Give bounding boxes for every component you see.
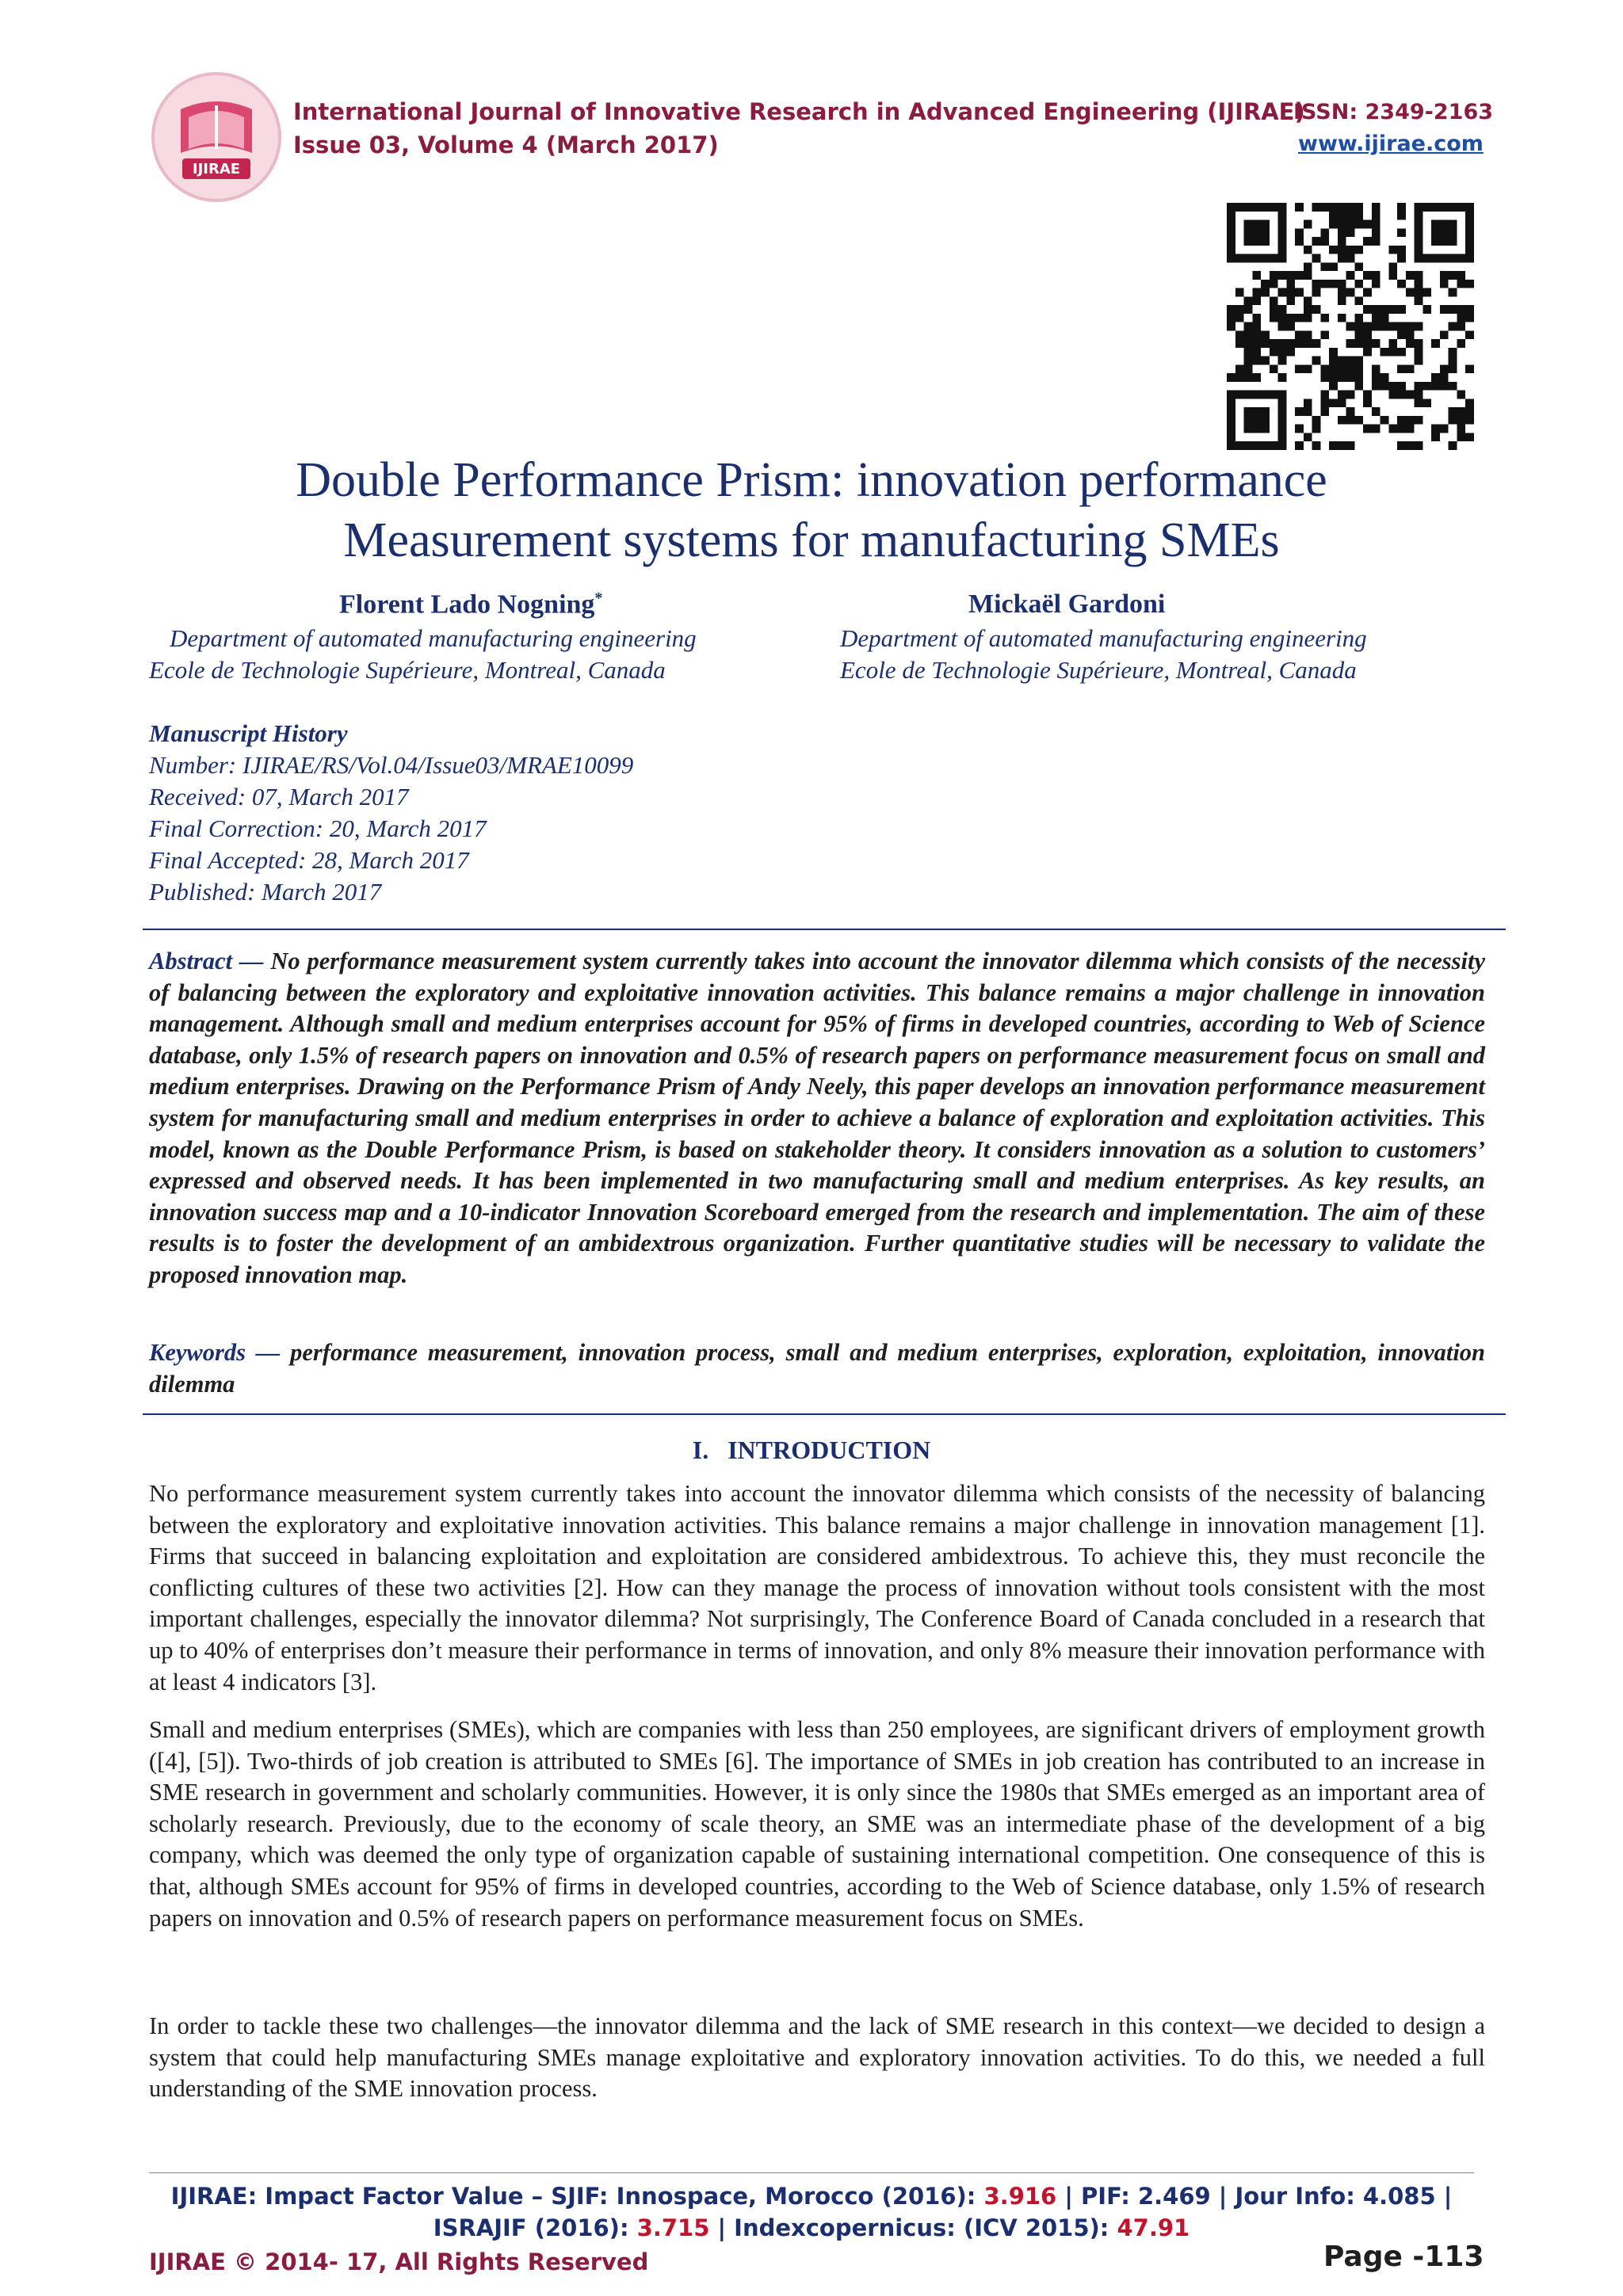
abstract-text: No performance measurement system currently takes into account the innovator dilemma which consists of the necessity of balancing between the exploratory and exploitative innovation activities. This balance remains a major challenge in innovation management. Although small and medium enterprises account for 95% of firms in developed countries, according to Web of Science database, only 1.5% of research papers on innovation and 0.5% of research papers on performance measurement focus on small and medium enterprises. Drawing on the Performance Prism of Andy Neely, this paper develops an innovation performance measurement system for manufacturing small and medium enterprises in order to achieve a balance of exploration and exploitation activities. This model, known as the Double Performance Prism, is based on stakeholder theory. It considers innovation as a solution to customers’ expressed and observed needs. It has been implemented in two manufacturing small and medium enterprises. As key results, an innovation success map and a 10-indicator Innovation Scoreboard emerged from the research and implementation. The aim of these results is to foster the development of an ambidextrous organization. Further quantitative studies will be necessary to validate the proposed innovation map. [149,948,1486,1288]
footer-impact-info [0,2180,1623,2244]
issn: ISSN: 2349-2163 [1293,100,1494,124]
manuscript-history [149,718,633,908]
keywords-text: performance measurement, innovation process, small and medium enterprises, exploration, exploitation, innovation dilemma [149,1339,1486,1398]
author-1-mark: * [594,589,603,607]
journal-url-link[interactable]: www.ijirae.com [1298,132,1484,156]
footer-copyright: IJIRAE © 2014- 17, All Rights Reserved [149,2248,649,2275]
paper-title-line-2: Measurement systems for manufacturing SMEs [343,513,1280,567]
keywords-label: Keywords — [149,1339,281,1366]
logo-text: IJIRAE [192,161,241,177]
issue-info: Issue 03, Volume 4 (March 2017) [293,132,719,158]
journal-logo [149,70,284,204]
author-1-name: Florent Lado Nogning* [339,589,603,620]
footer-line-1: IJIRAE: Impact Factor Value – SJIF: Innospace, Morocco (2016): 3.916 | PIF: 2.469 | Jour Info: 4.085 | [170,2183,1453,2210]
mh-published: Published: March 2017 [149,878,382,906]
page-number: Page -113 [1323,2241,1484,2273]
footer-divider [149,2172,1474,2173]
paper-title-line-1: Double Performance Prism: innovation performance [296,453,1327,507]
author-2-school: Ecole de Technologie Supérieure, Montreal, Canada [840,656,1357,684]
manuscript-history-title: Manuscript History [149,719,348,747]
paper-title [0,450,1623,570]
divider-bottom [143,1413,1506,1415]
mh-number: Number: IJIRAE/RS/Vol.04/Issue03/MRAE10099 [149,751,634,779]
author-1-school: Ecole de Technologie Supérieure, Montreal, Canada [149,656,666,684]
author-1-dept: Department of automated manufacturing engineering [170,624,697,652]
keywords [149,1337,1485,1400]
journal-name: International Journal of Innovative Research in Advanced Engineering (IJIRAE) [293,98,1305,125]
intro-paragraph-2: Small and medium enterprises (SMEs), which are companies with less than 250 employees, are significant drivers of employment growth ([4], [5]). Two-thirds of job creation is attributed to SMEs [6]. The importance of SMEs in job creation has contributed to an increase in SME research in government and scholarly communities. However, it is only since the 1980s that SMEs emerged as an important area of scholarly research. Previously, due to the economy of scale theory, an SME was an intermediate phase of the development of a big company, which was deemed the only type of organization capable of sustaining international competition. One consequence of this is that, although SMEs account for 95% of firms in developed countries, according to the Web of Science database, only 1.5% of research papers on innovation and 0.5% of research papers on performance measurement focus on SMEs. [149,1716,1485,1932]
divider-top [143,929,1506,930]
author-2-name: Mickaël Gardoni [968,589,1166,619]
intro-paragraph-3: In order to tackle these two challenges—the innovator dilemma and the lack of SME research in this context—we decided to design a system that could help manufacturing SMEs manage exploitative and exploratory innovation activities. To do this, we needed a full understanding of the SME innovation process. [149,2012,1485,2103]
qr-code [1227,203,1474,450]
footer-line-2: ISRAJIF (2016): 3.715 | Indexcopernicus: (ICV 2015): 47.91 [433,2214,1190,2241]
section-heading-introduction: I. INTRODUCTION [692,1436,931,1464]
author-2-dept: Department of automated manufacturing engineering [840,624,1367,652]
mh-final-correction: Final Correction: 20, March 2017 [149,814,487,842]
intro-paragraph-1: No performance measurement system currently takes into account the innovator dilemma which consists of the necessity of balancing between the exploratory and exploitative innovation activities. This balance remains a major challenge in innovation management [1]. Firms that succeed in balancing exploitation and exploitation are considered ambidextrous. To achieve this, they must reconcile the conflicting cultures of these two activities [2]. How can they manage the process of innovation without tools consistent with the most important challenges, especially the innovator dilemma? Not surprisingly, The Conference Board of Canada concluded in a research that up to 40% of enterprises don’t measure their performance in terms of innovation, and only 8% measure their innovation performance with at least 4 indicators [3]. [149,1480,1485,1695]
mh-final-accepted: Final Accepted: 28, March 2017 [149,846,469,874]
abstract [149,946,1485,1291]
mh-received: Received: 07, March 2017 [149,783,409,810]
abstract-label: Abstract — [149,948,264,974]
